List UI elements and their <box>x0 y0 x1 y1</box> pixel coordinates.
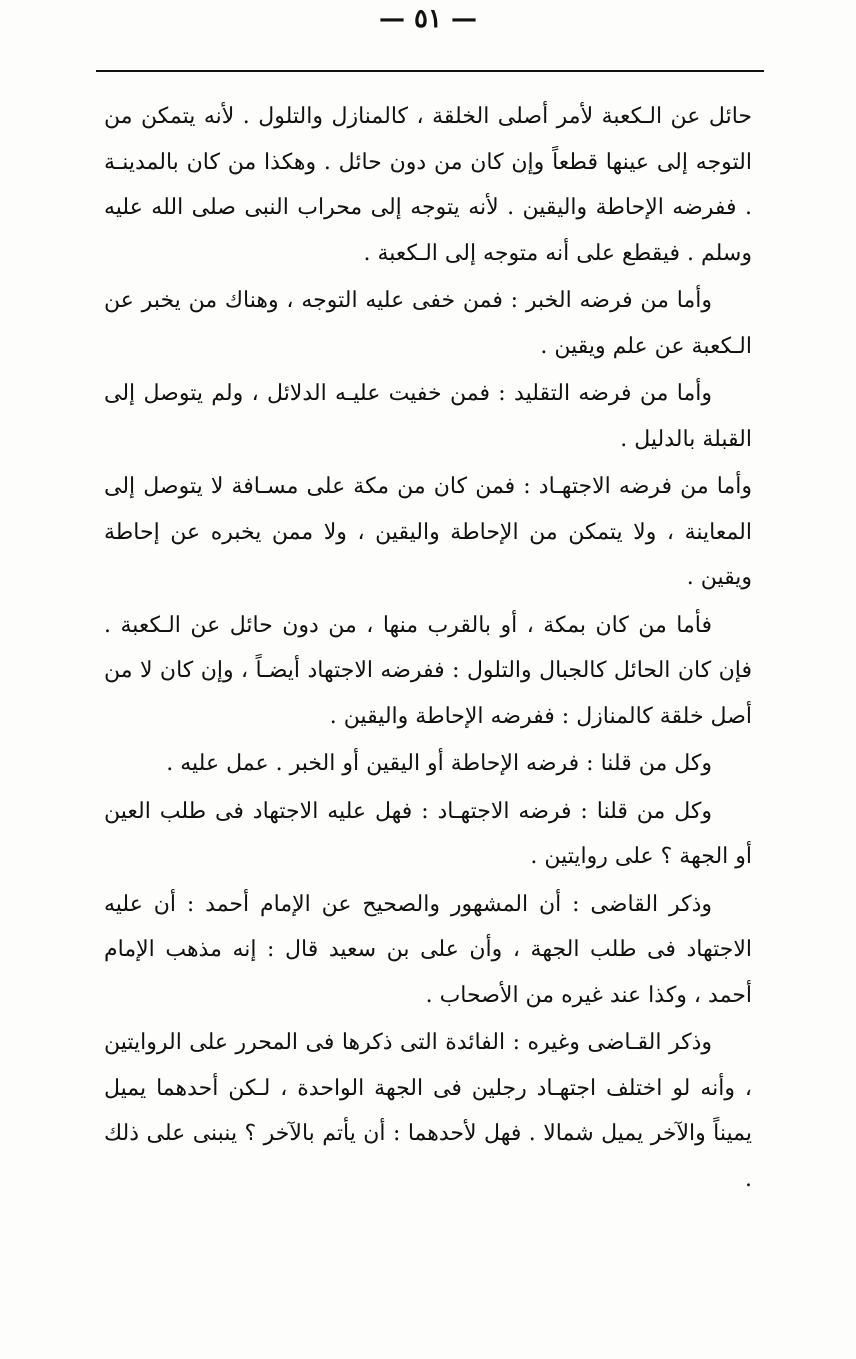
paragraph: وأما من فرضه الخبر : فمن خفى عليه التوجه ، وهناك من يخبر عن الـكعبة عن علم ويقين . <box>104 288 752 359</box>
paragraph: وأما من فرضه الاجتهـاد : فمن كان من مكة على مسـافة لا يتوصل إلى المعاينة ، ولا يتمكن من الإحاطة واليقين ، ولا ممن يخبره عن إحاطة ويقين . <box>104 474 752 590</box>
page-number: — ٥١ — <box>378 4 478 34</box>
main-text <box>104 94 752 1204</box>
header-rule <box>96 70 764 72</box>
paragraph: وذكر القاضى : أن المشهور والصحيح عن الإمام أحمد : أن عليه الاجتهاد فى طلب الجهة ، وأن على بن سعيد قال : إنه مذهب الإمام أحمد ، وكذا عند غيره من الأصحاب . <box>104 891 752 1008</box>
paragraph: فأما من كان بمكة ، أو بالقرب منها ، من دون حائل عن الـكعبة . فإن كان الحائل كالجبال والتلول : ففرضه الاجتهاد أيضـاً ، وإن كان لا من أصل خلقة كالمنازل : ففرضه الإحاطة واليقين . <box>104 612 752 729</box>
paragraph: وكل من قلنا : فرضه الإحاطة أو اليقين أو الخبر . عمل عليه . <box>166 751 712 776</box>
paragraph: وكل من قلنا : فرضه الاجتهـاد : فهل عليه الاجتهاد فى طلب العين أو الجهة ؟ على روايتين . <box>104 798 752 869</box>
paragraph: وأما من فرضه التقليد : فمن خفيت عليـه الدلائل ، ولم يتوصل إلى القبلة بالدليل . <box>104 381 752 452</box>
paragraph: حائل عن الـكعبة لأمر أصلى الخلقة ، كالمنازل والتلول . لأنه يتمكن من التوجه إلى عينها قطعاً وإن كان من دون حائل . وهكذا من كان بالمدينـة . ففرضه الإحاطة واليقين . لأنه يتوجه إلى محراب النبى صلى الله عليه وسلم . فيقطع على أنه متوجه إلى الـكعبة . <box>104 104 752 266</box>
page-header <box>0 0 856 40</box>
paragraph: وذكر القـاضى وغيره : الفائدة التى ذكرها فى المحرر على الروايتين ، وأنه لو اختلف اجتهـاد رجلين فى الجهة الواحدة ، لـكن أحدهما يميل يميناً والآخر يميل شمالا . فهل لأحدهما : أن يأتم بالآخر ؟ ينبنى على ذلك . <box>104 1030 752 1192</box>
